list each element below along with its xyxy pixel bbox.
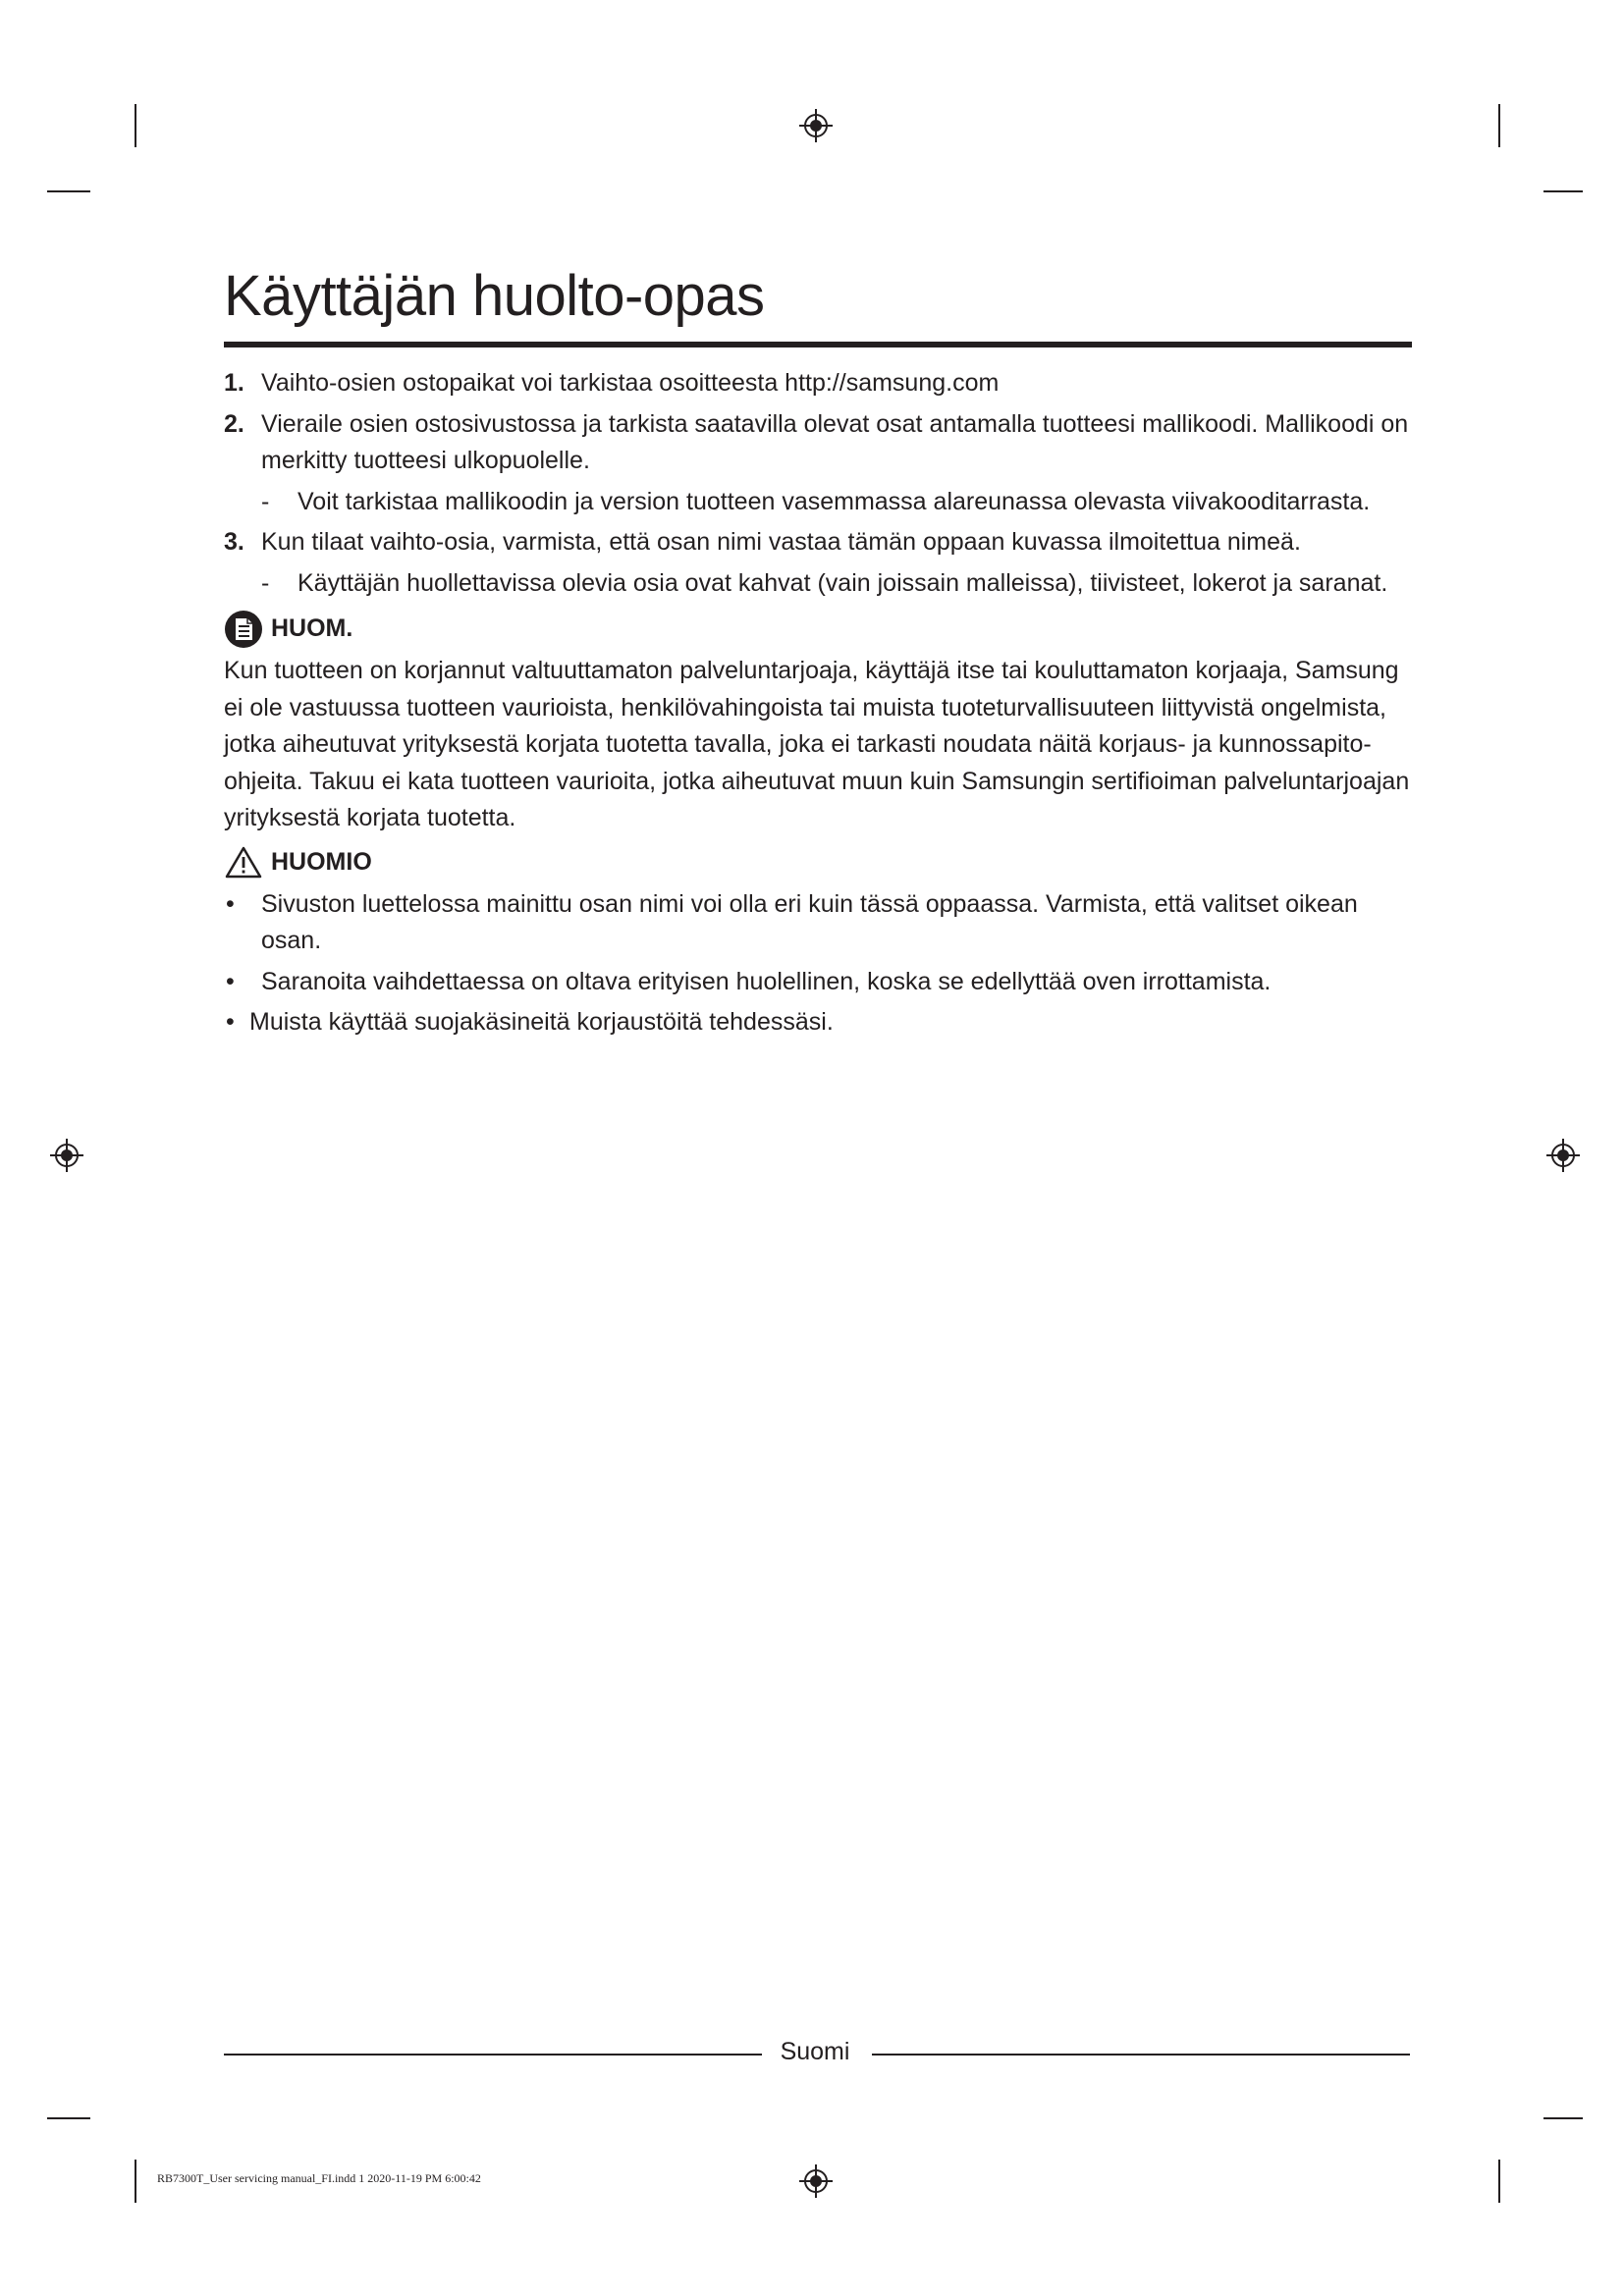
bullet-dot: • <box>226 889 235 918</box>
sub-text: Käyttäjän huollettavissa olevia osia ovat kahvat (vain joissain malleissa), tiivisteet, lokerot ja saranat. <box>298 568 1388 597</box>
crop-mark <box>47 2117 90 2119</box>
crop-mark <box>135 104 136 147</box>
list-item <box>224 886 1417 960</box>
list-item <box>224 964 1417 1001</box>
crop-mark <box>1543 190 1583 192</box>
bullet-text: Sivuston luettelossa mainittu osan nimi voi olla eri kuin tässä oppaassa. Varmista, että valitset oikean osan. <box>261 889 1358 954</box>
note-icon <box>224 610 263 649</box>
crop-mark <box>1543 2117 1583 2119</box>
footer-language: Suomi <box>780 2038 850 2065</box>
crop-mark <box>1498 104 1500 147</box>
crop-mark <box>47 190 90 192</box>
step-number: 3. <box>224 528 244 556</box>
sub-item <box>224 484 1417 521</box>
bullet-text: Saranoita vaihdettaessa on oltava erityisen huolellinen, koska se edellyttää oven irrottamista. <box>261 967 1272 995</box>
sub-item <box>224 565 1417 603</box>
step-number: 2. <box>224 409 244 438</box>
note-label: HUOM. <box>271 614 353 643</box>
step-number: 1. <box>224 369 244 397</box>
registration-mark-icon <box>50 1139 83 1172</box>
step-text: Vieraile osien ostosivustossa ja tarkista saatavilla olevat osat antamalla tuotteesi mallikoodi. Mallikoodi on merkitty tuotteesi ulkopuolelle. <box>261 409 1409 474</box>
list-item <box>224 524 1417 561</box>
list-item <box>224 365 1417 402</box>
footer-rule-left <box>224 2054 762 2056</box>
sub-dash: - <box>261 487 270 515</box>
registration-mark-icon <box>799 2164 833 2198</box>
caution-label: HUOMIO <box>271 847 372 876</box>
warning-icon <box>224 843 263 882</box>
registration-mark-icon <box>1546 1139 1580 1172</box>
bullet-dot: • <box>226 967 235 995</box>
crop-mark <box>135 2160 136 2203</box>
list-item <box>224 406 1417 480</box>
page-title: Käyttäjän huolto-opas <box>224 264 765 328</box>
registration-mark-icon <box>799 109 833 142</box>
sub-text: Voit tarkistaa mallikoodin ja version tuotteen vasemmassa alareunassa olevasta viivakooditarrasta. <box>298 487 1371 515</box>
note-heading <box>224 610 1417 649</box>
print-slug: RB7300T_User servicing manual_FI.indd 1 2020-11-19 PM 6:00:42 <box>157 2171 481 2185</box>
main-content <box>224 365 1417 1045</box>
footer-rule-right <box>872 2054 1410 2056</box>
sub-dash: - <box>261 568 270 597</box>
crop-mark <box>1498 2160 1500 2203</box>
step-text: Vaihto-osien ostopaikat voi tarkistaa osoitteesta http://samsung.com <box>261 369 1000 397</box>
list-item <box>224 1004 1417 1041</box>
bullet-text: Muista käyttää suojakäsineitä korjaustöitä tehdessäsi. <box>249 1008 834 1036</box>
caution-heading <box>224 843 1417 882</box>
title-rule <box>224 342 1412 347</box>
note-text: Kun tuotteen on korjannut valtuuttamaton palveluntarjoaja, käyttäjä itse tai kouluttamaton korjaaja, Samsung ei ole vastuussa tuotteen vaurioista, henkilövahingoista tai muista tuoteturvallisuuteen liittyvistä ongelmista, jotka aiheutuvat yrityksestä korjata tuotetta tavalla, joka ei tarkasti noudata näitä korjaus- ja kunnossapito-ohjeita. Takuu ei kata tuotteen vaurioita, jotka aiheutuvat muun kuin Samsungin sertifioiman palveluntarjoajan yrityksestä korjata tuotetta. <box>224 657 1410 831</box>
step-text: Kun tilaat vaihto-osia, varmista, että osan nimi vastaa tämän oppaan kuvassa ilmoitettua nimeä. <box>261 528 1301 556</box>
bullet-dot: • <box>226 1008 235 1036</box>
